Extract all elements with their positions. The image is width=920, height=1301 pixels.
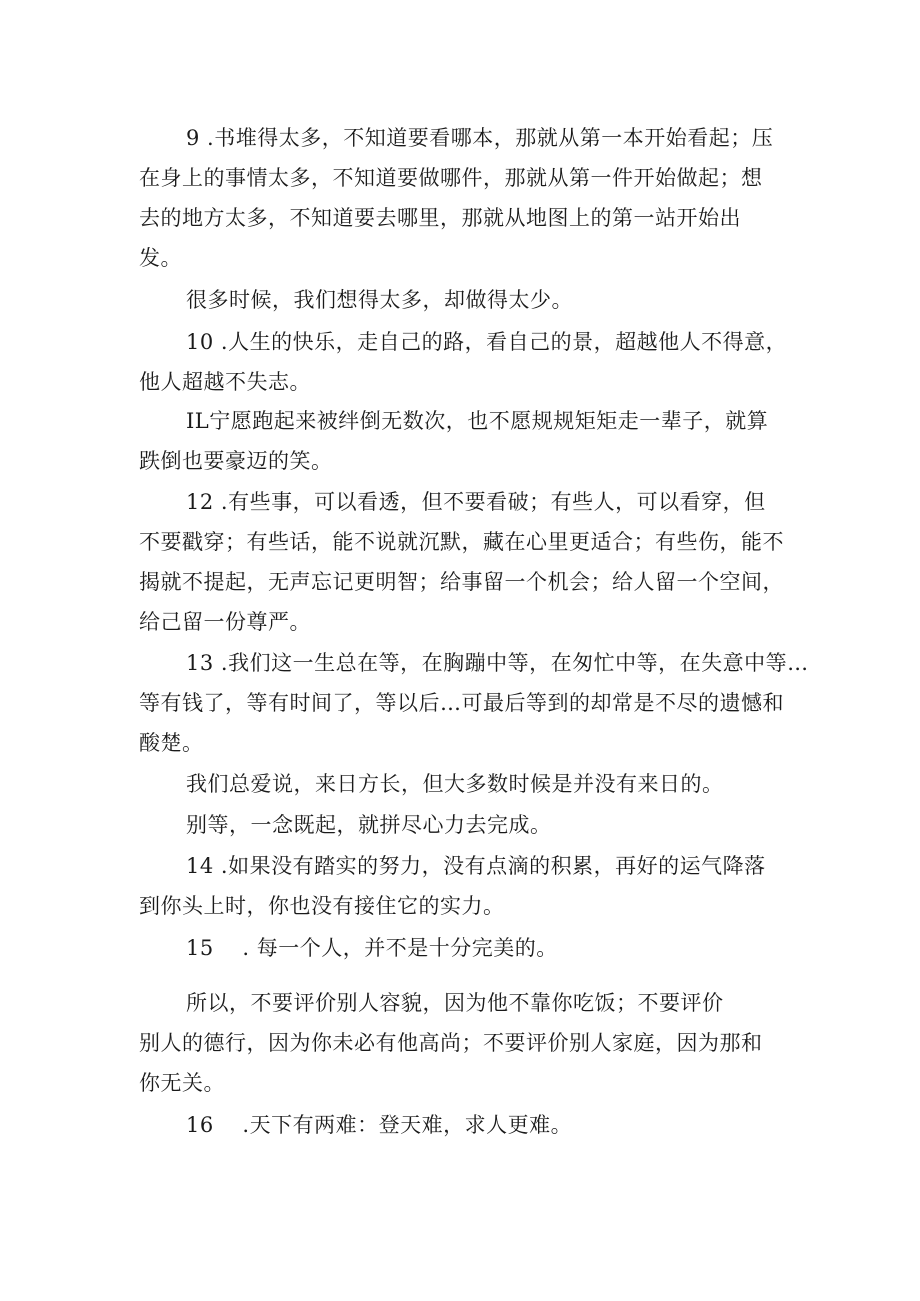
text-line: 我们总爱说，来日方长，但大多数时候是并没有来日的。 [186,772,724,796]
text-line: 15 . 每一个人，并不是十分完美的。 [186,936,558,960]
text-line: 他人超越不失志。 [139,370,311,394]
text-line: 等有钱了，等有时间了，等以后…可最后等到的却常是不尽的遗憾和 [139,691,784,715]
text-line: IL宁愿跑起来被绊倒无数次，也不愿规规矩矩走一辈子，就算 [186,409,769,433]
text-line: 9 .书堆得太多，不知道要看哪本，那就从第一本开始看起；压 [186,126,774,150]
text-line: 很多时候，我们想得太多，却做得太少。 [186,288,573,312]
text-line: 发。 [139,246,182,270]
text-line: 14 .如果没有踏实的努力，没有点滴的积累，再好的运气降落 [186,854,766,878]
text-line: 别等，一念既起，就拼尽心力去完成。 [186,813,552,837]
text-line: 10 .人生的快乐，走自己的路，看自己的景，超越他人不得意， [186,330,788,354]
text-line: 给己留一份尊严。 [139,610,311,634]
text-line: 16 .天下有两难：登天难，求人更难。 [186,1113,573,1137]
text-line: 13 .我们这一生总在等，在胸蹦中等，在匆忙中等，在失意中等… [186,651,809,675]
text-line: 你无关。 [139,1071,225,1095]
text-line: 去的地方太多，不知道要去哪里，那就从地图上的第一站开始出 [139,206,741,230]
text-line: 揭就不提起，无声忘记更明智；给事留一个机会；给人留一个空间， [139,570,784,594]
text-line: 别人的德行，因为你未必有他高尚；不要评价别人家庭，因为那和 [139,1031,763,1055]
text-line: 在身上的事情太多，不知道要做哪件，那就从第一件开始做起；想 [139,166,763,190]
text-line: 跌倒也要豪迈的笑。 [139,449,333,473]
text-line: 到你头上时，你也没有接住它的实力。 [139,894,505,918]
text-line: 所以，不要评价别人容貌，因为他不靠你吃饭；不要评价 [186,991,724,1015]
text-line: 酸楚。 [139,731,204,755]
text-line: 12 .有些事，可以看透，但不要看破；有些人，可以看穿，但 [186,490,766,514]
text-line: 不要戳穿；有些话，能不说就沉默，藏在心里更适合；有些伤，能不 [139,530,784,554]
